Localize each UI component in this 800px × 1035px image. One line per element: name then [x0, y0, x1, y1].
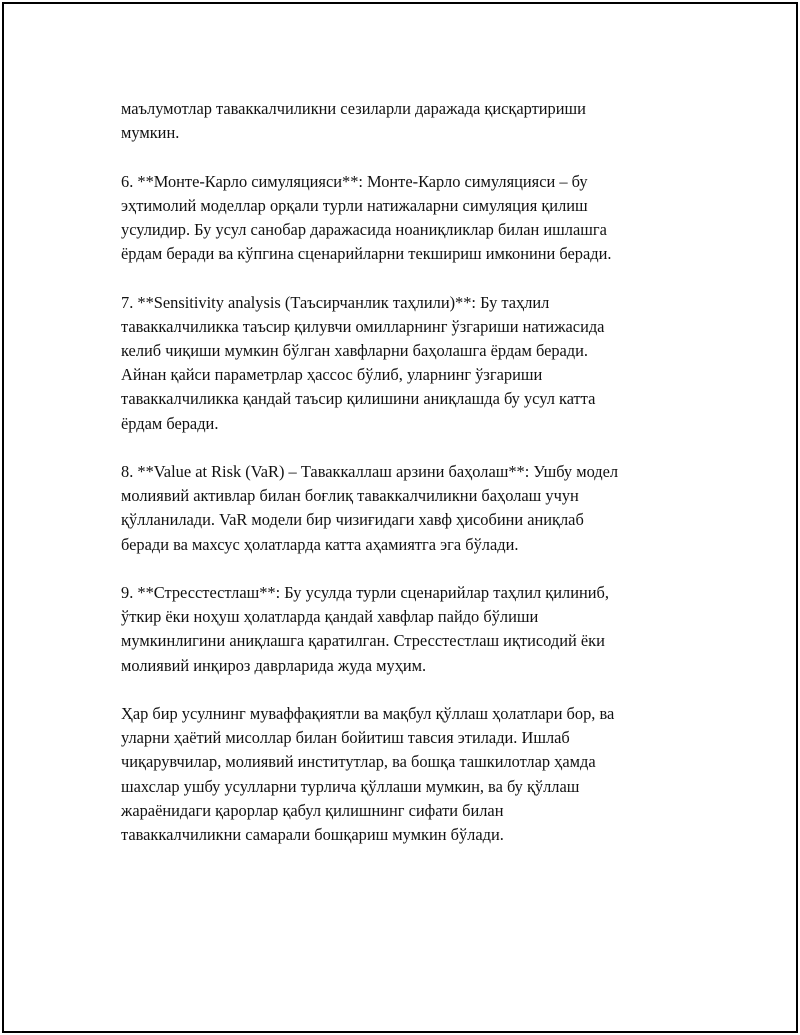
text-line: Ҳар бир усулнинг муваффақиятли ва мақбул қўллаш ҳолатлари бор, ва — [121, 704, 615, 723]
text-line: беради ва махсус ҳолатларда катта аҳамиятга эга бўлади. — [121, 534, 519, 554]
text-line: таваккалчиликни самарали бошқариш мумкин бўлади. — [121, 825, 504, 845]
text-line: эҳтимолий моделлар орқали турли натижаларни симуляция қилиш — [121, 195, 588, 215]
paragraph-sensitivity-analysis — [121, 291, 696, 436]
document-page — [2, 2, 798, 1033]
text-line: молиявий активлар билан боғлиқ таваккалчиликни баҳолаш учун — [121, 486, 579, 506]
text-line: келиб чиқиши мумкин бўлган хавфларни баҳолашга ёрдам беради. — [121, 341, 589, 360]
text-line: мумкин. — [121, 123, 180, 143]
text-line: таваккалчиликка қандай таъсир қилишини аниқлашда бу усул катта — [121, 389, 596, 409]
document-body — [121, 97, 696, 871]
text-line: жараёнидаги қарорлар қабул қилишнинг сифати билан — [121, 800, 504, 820]
text-line: молиявий инқироз даврларида жуда муҳим. — [121, 655, 427, 675]
text-line: уларни ҳаётий мисоллар билан бойитиш тавсия этилади. Ишлаб — [121, 728, 570, 748]
text-line: 9. **Стресстестлаш**: Бу усулда турли сценарийлар таҳлил қилиниб, — [121, 583, 609, 602]
text-line: 6. **Монте-Карло симуляцияси**: Монте-Карло симуляцияси – бу — [121, 171, 588, 191]
text-line: 7. **Sensitivity analysis (Таъсирчанлик таҳлили)**: Бу таҳлил — [121, 292, 550, 312]
text-line: таваккалчиликка таъсир қилувчи омилларнинг ўзгариши натижасида — [121, 316, 605, 336]
text-line: ўткир ёки ноҳуш ҳолатларда қандай хавфлар пайдо бўлиши — [121, 607, 539, 627]
paragraph-stress-testing — [121, 581, 696, 678]
paragraph-value-at-risk — [121, 460, 696, 557]
text-line: чиқарувчилар, молиявий институтлар, ва бошқа ташкилотлар ҳамда — [121, 752, 596, 772]
text-line: ёрдам беради. — [121, 413, 219, 433]
text-line: қўлланилади. VaR модели бир чизиғидаги хавф ҳисобини аниқлаб — [121, 510, 584, 530]
text-line: 8. **Value at Risk (VaR) – Таваккаллаш арзини баҳолаш**: Ушбу модел — [121, 462, 619, 481]
paragraph-monte-carlo — [121, 170, 696, 267]
text-line: шахслар ушбу усулларни турлича қўллаши мумкин, ва бу қўллаш — [121, 776, 580, 796]
text-line: усулидир. Бу усул санобар даражасида ноаниқликлар билан ишлашга — [121, 220, 607, 239]
text-line: ёрдам беради ва кўпгина сценарийларни текшириш имконини беради. — [121, 244, 612, 264]
text-line: мумкинлигини аниқлашга қаратилган. Стресстестлаш иқтисодий ёки — [121, 631, 605, 651]
paragraph-conclusion — [121, 702, 696, 847]
text-line: маълумотлар таваккалчиликни сезиларли даражада қисқартириши — [121, 99, 586, 118]
paragraph-continuation — [121, 97, 696, 145]
text-line: Айнан қайси параметрлар ҳассос бўлиб, уларнинг ўзгариши — [121, 365, 543, 385]
